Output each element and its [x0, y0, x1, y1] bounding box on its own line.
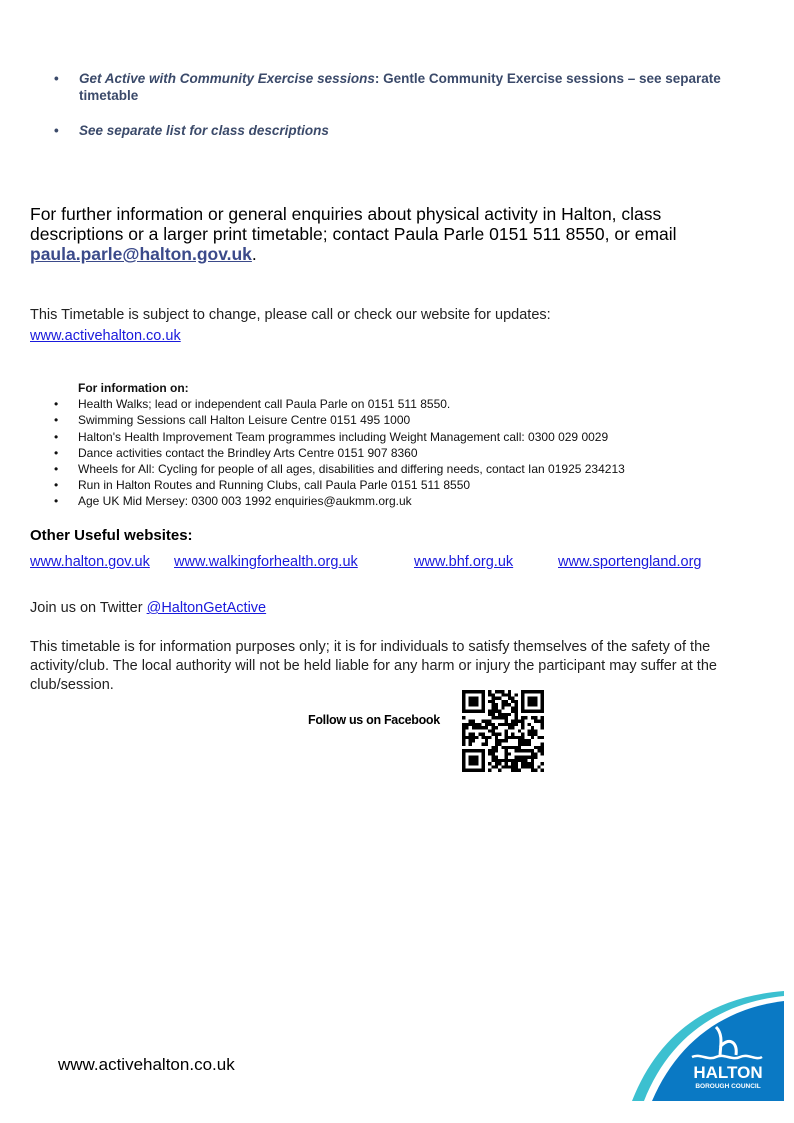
list-item: • Run in Halton Routes and Running Clubs, call Paula Parle 0151 511 8550: [54, 477, 625, 493]
website-link-halton[interactable]: www.halton.gov.uk: [30, 554, 150, 570]
twitter-text: Join us on Twitter: [30, 600, 147, 616]
twitter-line: [30, 600, 266, 616]
logo-sub: BOROUGH COUNCIL: [695, 1083, 761, 1090]
disclaimer: This timetable is for information purposes only; it is for individuals to satisfy themselves of the safety of the activity/club. The local authority will not be held liable for any harm or injury the participant may suffer at the club/session.: [30, 639, 717, 693]
halton-logo: [628, 985, 784, 1103]
website-link-walkingforhealth[interactable]: www.walkingforhealth.org.uk: [174, 554, 358, 570]
list-item: • Swimming Sessions call Halton Leisure Centre 0151 495 1000: [54, 412, 625, 428]
subject-to-change-paragraph: [30, 305, 551, 347]
activehalton-link[interactable]: www.activehalton.co.uk: [30, 328, 181, 344]
twitter-link[interactable]: @HaltonGetActive: [146, 600, 267, 616]
logo-wave-icon: [692, 1056, 762, 1058]
list-item: [54, 122, 734, 139]
list-item: [54, 70, 734, 104]
logo-name: HALTON: [693, 1063, 763, 1082]
other-websites-heading: Other Useful websites:: [30, 527, 193, 544]
list-item: • Dance activities contact the Brindley Arts Centre 0151 907 8360: [54, 445, 625, 461]
further-info-paragraph: [30, 204, 750, 264]
info-heading: For information on:: [78, 381, 189, 395]
website-link-sportengland[interactable]: www.sportengland.org: [558, 554, 702, 570]
footer-url: www.activehalton.co.uk: [58, 1055, 235, 1074]
facebook-qr-code[interactable]: [462, 688, 544, 774]
list-item: • Wheels for All: Cycling for people of all ages, disabilities and differing needs, contact Ian 01925 234213: [54, 461, 625, 477]
facebook-label: Follow us on Facebook: [308, 713, 440, 727]
further-info-text: For further information or general enquiries about physical activity in Halton, class descriptions or a larger print timetable; contact Paula Parle 0151 511 8550, or email: [30, 204, 677, 244]
top-bullet-list: [54, 70, 734, 157]
bullet-text: : Gentle Community Exercise sessions – see separate timetable: [79, 71, 721, 103]
bullet-italic: Get Active with Community Exercise sessions: [79, 71, 375, 86]
list-item: • Halton's Health Improvement Team programmes including Weight Management call: 0300 029 0029: [54, 429, 625, 445]
period: .: [251, 244, 257, 264]
list-item: • Age UK Mid Mersey: 0300 003 1992 enquiries@aukmm.org.uk: [54, 493, 625, 509]
email-link[interactable]: paula.parle@halton.gov.uk: [30, 244, 252, 264]
subject-text: This Timetable is subject to change, please call or check our website for updates:: [30, 307, 551, 323]
information-list: [54, 380, 625, 510]
website-link-bhf[interactable]: www.bhf.org.uk: [414, 554, 514, 570]
bullet-italic: See separate list for class descriptions: [79, 123, 329, 138]
list-item: • Health Walks; lead or independent call Paula Parle on 0151 511 8550.: [54, 396, 625, 412]
